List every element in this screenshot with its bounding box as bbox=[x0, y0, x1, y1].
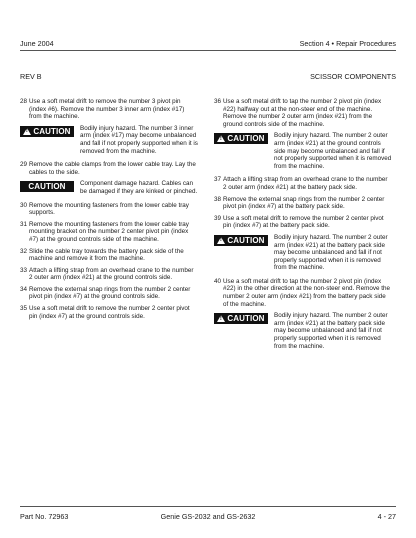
header-date: June 2004 bbox=[20, 39, 54, 48]
step-text: Slide the cable tray towards the battery pack side of the machine and remove it from the machine. bbox=[29, 247, 184, 263]
caution-text: Bodily injury hazard. The number 2 outer arm (index #21) at the ground controls side may become unbalanced and fall if not properly supported when it is removed from the machine. bbox=[274, 132, 392, 170]
procedure-step bbox=[20, 202, 198, 217]
footer-part: Part No. 72963 bbox=[20, 512, 69, 521]
caution-badge bbox=[20, 126, 74, 137]
procedure-step bbox=[20, 98, 198, 121]
step-number: 37 bbox=[214, 176, 222, 184]
procedure-step bbox=[214, 196, 392, 211]
header-rev: REV B bbox=[20, 72, 42, 81]
step-number: 31 bbox=[20, 220, 28, 228]
procedure-step bbox=[20, 267, 198, 282]
procedure-step bbox=[20, 286, 198, 301]
step-text: Use a soft metal drift to tap the number 2 pivot pin (index #22) in the other direction at the non-steer end. Remove the number 2 outer arm (index #21) from the battery pack side of the machine. bbox=[223, 277, 390, 308]
header-section: Section 4 • Repair Procedures bbox=[299, 39, 396, 48]
step-number: 29 bbox=[20, 161, 28, 169]
step-text: Use a soft metal drift to remove the number 2 center pivot pin (index #7) at the ground controls side. bbox=[29, 305, 190, 320]
right-column bbox=[214, 98, 392, 356]
procedure-step bbox=[214, 98, 392, 128]
caution-block bbox=[214, 234, 392, 272]
caution-block bbox=[20, 125, 198, 155]
caution-label: CAUTION bbox=[227, 314, 265, 324]
step-number: 40 bbox=[214, 277, 222, 285]
caution-text: Bodily injury hazard. The number 2 outer arm (index #21) at the battery pack side may become unbalanced and fall if not properly supported when it is removed from the machine. bbox=[274, 312, 388, 350]
header-title: SCISSOR COMPONENTS bbox=[310, 72, 396, 81]
warning-triangle-icon bbox=[217, 315, 225, 322]
caution-badge bbox=[214, 133, 268, 144]
warning-triangle-icon bbox=[217, 237, 225, 244]
caution-label: CAUTION bbox=[28, 182, 66, 192]
step-text: Use a soft metal drift to remove the number 2 center pivot pin (index #7) at the battery pack side. bbox=[223, 214, 384, 230]
footer-page: 4 - 27 bbox=[377, 512, 396, 521]
procedure-step bbox=[214, 278, 392, 308]
left-column bbox=[20, 98, 198, 324]
step-text: Attach a lifting strap from an overhead crane to the number 2 outer arm (index #21) at the ground controls side. bbox=[29, 266, 194, 282]
step-text: Remove the mounting fasteners from the lower cable tray supports. bbox=[29, 201, 189, 217]
caution-block bbox=[20, 180, 198, 195]
procedure-step bbox=[214, 215, 392, 230]
step-number: 30 bbox=[20, 201, 28, 209]
step-number: 34 bbox=[20, 285, 28, 293]
procedure-step bbox=[214, 176, 392, 191]
procedure-step bbox=[20, 161, 198, 176]
procedure-step bbox=[20, 221, 198, 244]
step-number: 39 bbox=[214, 214, 222, 222]
caution-badge bbox=[214, 313, 268, 324]
caution-label: CAUTION bbox=[227, 134, 265, 144]
footer-model: Genie GS-2032 and GS-2632 bbox=[160, 512, 256, 521]
procedure-step bbox=[20, 248, 198, 263]
header-rule bbox=[20, 50, 396, 51]
caution-text: Component damage hazard. Cables can be damaged if they are kinked or pinched. bbox=[80, 180, 198, 195]
caution-text: Bodily injury hazard. The number 2 outer arm (index #21) at the battery pack side may become unbalanced and fall if not properly supported when it is removed from the machine. bbox=[274, 233, 388, 272]
step-text: Remove the cable clamps from the lower cable tray. Lay the cables to the side. bbox=[29, 161, 196, 176]
step-text: Remove the external snap rings from the number 2 center pivot pin (index #7) at the battery pack side. bbox=[223, 195, 385, 211]
step-number: 28 bbox=[20, 98, 28, 105]
step-text: Remove the mounting fasteners from the lower cable tray mounting bracket on the number 2 center pivot pin (index #7) at the ground controls side of the machine. bbox=[29, 220, 189, 243]
caution-block bbox=[214, 132, 392, 170]
caution-label: CAUTION bbox=[227, 235, 265, 245]
step-number: 32 bbox=[20, 247, 28, 255]
step-number: 36 bbox=[214, 98, 222, 105]
warning-triangle-icon bbox=[217, 135, 225, 142]
step-number: 33 bbox=[20, 266, 28, 274]
warning-triangle-icon bbox=[23, 128, 31, 135]
step-text: Use a soft metal drift to tap the number 2 pivot pin (index #22) halfway out at the non-steer end of the machine. Remove the number 2 outer arm (index #21) from the ground controls side of the machine. bbox=[223, 98, 382, 128]
caution-block bbox=[214, 312, 392, 350]
caution-badge bbox=[214, 235, 268, 246]
step-number: 38 bbox=[214, 195, 222, 203]
step-text: Attach a lifting strap from an overhead crane to the number 2 outer arm (index #21) at the battery pack side. bbox=[223, 176, 388, 191]
step-text: Remove the external snap rings from the number 2 center pivot pin (index #7) at the ground controls side. bbox=[29, 285, 191, 301]
procedure-step bbox=[20, 305, 198, 320]
caution-text: Bodily injury hazard. The number 3 inner arm (index #17) may become unbalanced and fall if not properly supported when it is removed from the machine. bbox=[80, 124, 198, 155]
step-text: Use a soft metal drift to remove the number 3 pivot pin (index #6). Remove the number 3 inner arm (index #17) from the machine. bbox=[29, 98, 185, 121]
caution-badge bbox=[20, 181, 74, 192]
footer-rule bbox=[20, 506, 396, 507]
step-number: 35 bbox=[20, 305, 28, 313]
caution-label: CAUTION bbox=[33, 126, 71, 136]
